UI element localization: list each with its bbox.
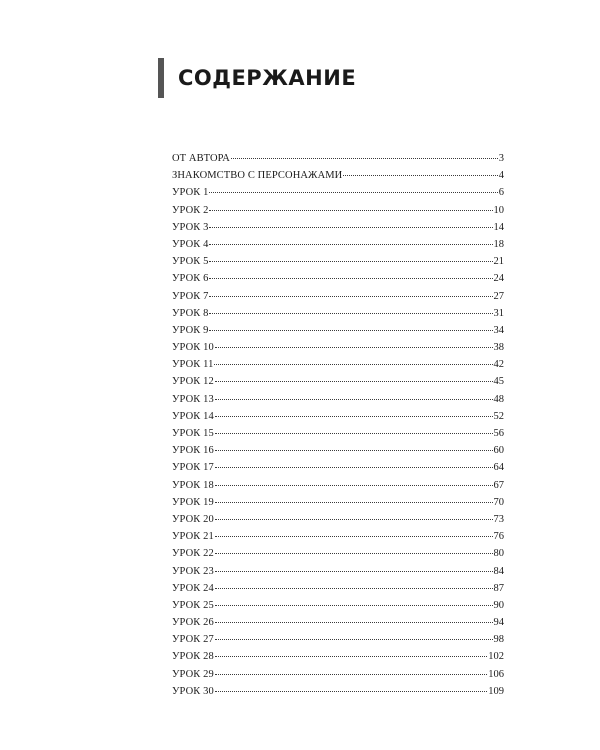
- toc-entry-page-number: 4: [498, 170, 504, 182]
- toc-entry-label: УРОК 28: [172, 651, 214, 663]
- toc-leader-dots: [215, 511, 493, 520]
- toc-leader-dots: [209, 305, 492, 314]
- toc-entry[interactable]: [172, 184, 504, 201]
- toc-leader-dots: [214, 356, 492, 365]
- toc-entry-page-number: 6: [498, 187, 504, 199]
- toc-entry[interactable]: [172, 442, 504, 459]
- toc-leader-dots: [343, 167, 497, 176]
- toc-leader-dots: [215, 528, 493, 537]
- toc-entry-page-number: 14: [493, 221, 504, 233]
- toc-entry-label: УРОК 26: [172, 617, 214, 629]
- toc-leader-dots: [209, 184, 497, 193]
- toc-entry-page-number: 106: [488, 668, 504, 680]
- toc-entry-label: УРОК 20: [172, 513, 214, 525]
- toc-entry-page-number: 56: [493, 428, 504, 439]
- toc-entry-label: ЗНАКОМСТВО С ПЕРСОНАЖАМИ: [172, 170, 343, 182]
- toc-entry[interactable]: [172, 683, 504, 700]
- toc-entry[interactable]: [172, 167, 504, 184]
- toc-entry-page-number: 60: [493, 445, 504, 457]
- toc-entry-label: УРОК 4: [172, 238, 209, 250]
- toc-entry[interactable]: [172, 219, 504, 236]
- toc-entry-label: УРОК 23: [172, 565, 214, 577]
- toc-entry-label: УРОК 2: [172, 204, 209, 216]
- toc-entry-page-number: 18: [493, 238, 504, 250]
- toc-entry-page-number: 42: [493, 359, 504, 371]
- toc-leader-dots: [215, 391, 493, 400]
- toc-entry-page-number: 24: [493, 273, 504, 285]
- toc-leader-dots: [215, 666, 487, 675]
- toc-entry-label: УРОК 9: [172, 324, 209, 336]
- toc-entry-page-number: 48: [493, 393, 504, 405]
- toc-entry[interactable]: [172, 288, 504, 305]
- toc-entry[interactable]: [172, 150, 504, 167]
- toc-entry[interactable]: [172, 545, 504, 562]
- toc-entry[interactable]: [172, 631, 504, 648]
- toc-entry[interactable]: [172, 236, 504, 253]
- toc-entry-label: УРОК 27: [172, 634, 214, 646]
- toc-entry[interactable]: [172, 477, 504, 494]
- toc-leader-dots: [215, 614, 493, 623]
- toc-entry-label: УРОК 1: [172, 187, 209, 199]
- toc-entry-page-number: 21: [493, 256, 504, 268]
- toc-leader-dots: [209, 236, 492, 245]
- toc-entry-label: УРОК 16: [172, 445, 214, 457]
- toc-entry-page-number: 52: [493, 410, 504, 422]
- toc-entry[interactable]: [172, 666, 504, 683]
- toc-entry-page-number: 45: [493, 376, 504, 388]
- toc-entry-page-number: 80: [493, 548, 504, 560]
- heading-block: [158, 58, 356, 98]
- toc-entry[interactable]: [172, 459, 504, 476]
- heading-accent-bar: [158, 58, 164, 98]
- toc-entry-label: УРОК 6: [172, 273, 209, 285]
- toc-leader-dots: [215, 477, 493, 486]
- toc-entry[interactable]: [172, 270, 504, 287]
- toc-entry-page-number: 34: [493, 324, 504, 336]
- toc-leader-dots: [215, 597, 493, 606]
- toc-entry-label: УРОК 12: [172, 376, 214, 388]
- page-title: СОДЕРЖАНИЕ: [178, 66, 357, 90]
- toc-entry-label: УРОК 5: [172, 256, 209, 268]
- table-of-contents: [172, 150, 504, 700]
- toc-leader-dots: [215, 545, 493, 554]
- toc-entry[interactable]: [172, 391, 504, 408]
- toc-entry-label: УРОК 30: [172, 685, 214, 697]
- toc-entry-label: УРОК 25: [172, 599, 214, 611]
- toc-entry-label: УРОК 3: [172, 221, 209, 233]
- toc-entry-label: УРОК 18: [172, 479, 214, 491]
- toc-entry-label: УРОК 29: [172, 668, 214, 680]
- toc-entry[interactable]: [172, 202, 504, 219]
- toc-leader-dots: [215, 373, 493, 382]
- toc-entry[interactable]: [172, 563, 504, 580]
- toc-entry[interactable]: [172, 597, 504, 614]
- toc-entry-label: УРОК 22: [172, 548, 214, 560]
- toc-entry-page-number: 73: [493, 513, 504, 525]
- toc-entry-label: УРОК 17: [172, 462, 214, 474]
- toc-entry[interactable]: [172, 614, 504, 631]
- toc-entry-page-number: 38: [493, 342, 504, 354]
- toc-entry[interactable]: [172, 253, 504, 270]
- toc-entry-page-number: 31: [493, 307, 504, 319]
- toc-leader-dots: [209, 202, 492, 211]
- toc-entry-page-number: 10: [493, 204, 504, 216]
- toc-entry[interactable]: [172, 322, 504, 339]
- toc-entry-label: УРОК 14: [172, 410, 214, 422]
- toc-entry-label: УРОК 15: [172, 428, 214, 439]
- toc-entry-label: УРОК 24: [172, 582, 214, 594]
- toc-entry-page-number: 84: [493, 565, 504, 577]
- toc-entry-label: УРОК 10: [172, 342, 214, 354]
- toc-leader-dots: [215, 459, 493, 468]
- toc-leader-dots: [209, 322, 492, 331]
- toc-entry[interactable]: [172, 648, 504, 665]
- toc-entry-label: УРОК 19: [172, 496, 214, 508]
- toc-entry-page-number: 27: [493, 290, 504, 302]
- toc-leader-dots: [209, 253, 492, 262]
- toc-leader-dots: [215, 580, 493, 589]
- toc-entry-page-number: 64: [493, 462, 504, 474]
- toc-entry-label: УРОК 8: [172, 307, 209, 319]
- toc-entry[interactable]: [172, 339, 504, 356]
- toc-entry[interactable]: [172, 305, 504, 322]
- toc-entry-page-number: 94: [493, 617, 504, 629]
- toc-leader-dots: [209, 219, 492, 228]
- toc-entry[interactable]: [172, 580, 504, 597]
- toc-entry-label: УРОК 7: [172, 290, 209, 302]
- toc-entry-page-number: 76: [493, 531, 504, 543]
- toc-entry-page-number: 109: [488, 685, 504, 697]
- toc-entry-page-number: 102: [488, 651, 504, 663]
- toc-entry-page-number: 70: [493, 496, 504, 508]
- toc-entry[interactable]: [172, 356, 504, 373]
- toc-entry[interactable]: [172, 511, 504, 528]
- toc-leader-dots: [215, 563, 493, 572]
- toc-entry-label: ОТ АВТОРА: [172, 153, 230, 164]
- toc-leader-dots: [215, 631, 493, 640]
- toc-entry-page-number: 98: [493, 634, 504, 646]
- toc-entry[interactable]: [172, 528, 504, 545]
- toc-leader-dots: [215, 425, 493, 434]
- toc-entry-label: УРОК 11: [172, 359, 214, 371]
- toc-leader-dots: [209, 288, 492, 297]
- toc-leader-dots: [215, 339, 493, 348]
- toc-entry-page-number: 3: [498, 153, 504, 164]
- toc-entry-label: УРОК 13: [172, 393, 214, 405]
- toc-leader-dots: [215, 442, 493, 451]
- toc-entry-label: УРОК 21: [172, 531, 214, 543]
- toc-entry[interactable]: [172, 408, 504, 425]
- toc-entry[interactable]: [172, 373, 504, 390]
- toc-leader-dots: [215, 408, 493, 417]
- toc-leader-dots: [231, 150, 498, 159]
- toc-leader-dots: [215, 648, 487, 657]
- toc-leader-dots: [209, 270, 492, 279]
- toc-leader-dots: [215, 494, 493, 503]
- toc-entry-page-number: 67: [493, 479, 504, 491]
- toc-entry[interactable]: [172, 425, 504, 442]
- toc-entry-page-number: 90: [493, 599, 504, 611]
- toc-leader-dots: [215, 683, 487, 692]
- toc-entry[interactable]: [172, 494, 504, 511]
- toc-entry-page-number: 87: [493, 582, 504, 594]
